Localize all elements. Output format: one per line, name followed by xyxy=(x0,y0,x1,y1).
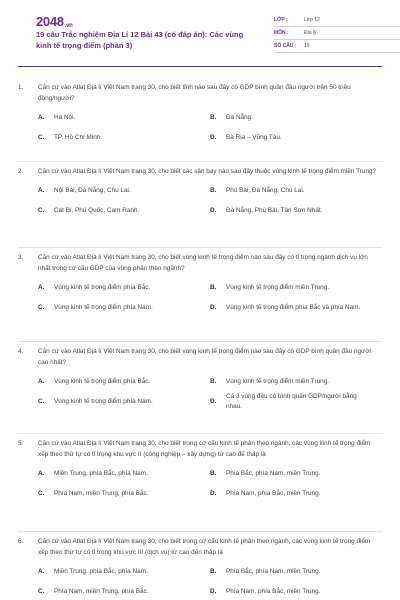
option-text: Vùng kinh tế trọng điểm phía Bắc và phía Nam. xyxy=(226,304,361,311)
option-text: Phía Bắc, phía Nam, miền Trung. xyxy=(226,470,321,477)
meta-value: Lớp 12 xyxy=(304,17,320,23)
question xyxy=(18,78,382,162)
question-stem xyxy=(18,342,382,368)
question-number: 3. xyxy=(18,254,24,261)
option-letter: A. xyxy=(38,187,45,194)
option-a[interactable] xyxy=(38,372,210,392)
option-d[interactable] xyxy=(210,298,382,318)
option-d[interactable] xyxy=(210,582,382,600)
option-d[interactable] xyxy=(210,128,382,148)
question-number: 6. xyxy=(18,538,24,545)
option-text: Phía Nam, phía Bắc, miền Trung. xyxy=(226,490,321,497)
option-grid xyxy=(18,460,382,506)
option-text: Nội Bài, Đà Nẵng, Chu Lai. xyxy=(54,187,131,194)
question-number: 2. xyxy=(18,168,24,175)
meta-info xyxy=(274,14,400,53)
option-letter: D. xyxy=(210,398,217,405)
option-letter: B. xyxy=(210,187,217,194)
option-letter: B. xyxy=(210,568,217,575)
option-text: Phú Bài, Đà Nẵng, Chu Lai. xyxy=(226,187,305,194)
option-c[interactable] xyxy=(38,128,210,148)
option-grid xyxy=(18,558,382,600)
site-logo[interactable] xyxy=(36,14,73,29)
question-text: Căn cứ vào Atlat Địa lí Việt Nam trang 30, cho biết vùng kinh tế trọng điểm nào sau đây có GDP bình quân đầu người cao nhất? xyxy=(38,348,371,366)
option-text: Phía Bắc, phía Nam, miền Trung. xyxy=(226,568,321,575)
meta-row-subject xyxy=(274,27,400,40)
option-grid xyxy=(18,274,382,320)
question xyxy=(18,162,382,248)
option-text: Hà Nội. xyxy=(54,114,76,121)
option-b[interactable] xyxy=(210,181,382,201)
option-text: Miền Trung, phía Bắc, phía Nam. xyxy=(54,568,148,575)
question-number: 5. xyxy=(18,440,24,447)
question-number: 1. xyxy=(18,84,24,91)
logo-tld: .vn xyxy=(64,23,73,29)
option-text: Vùng kinh tế trọng điểm phía Bắc. xyxy=(54,378,151,385)
option-letter: A. xyxy=(38,114,45,121)
option-letter: B. xyxy=(210,284,217,291)
question xyxy=(18,248,382,342)
document-title: 19 câu Trắc nghiệm Địa Lí 12 Bài 43 (có đáp án): Các vùng kinh tế trọng điểm (phần 3) xyxy=(36,30,244,50)
option-letter: A. xyxy=(38,378,45,385)
logo-text: 2048 xyxy=(36,14,64,29)
option-a[interactable] xyxy=(38,562,210,582)
option-text: Bà Rịa – Vũng Tàu. xyxy=(226,134,282,141)
option-text: Vùng kinh tế trọng điểm phía Nam. xyxy=(54,304,153,311)
meta-row-class xyxy=(274,14,400,27)
option-text: Miền Trung, phía Bắc, phía Nam. xyxy=(54,470,148,477)
option-a[interactable] xyxy=(38,108,210,128)
meta-row-count xyxy=(274,40,400,53)
option-letter: B. xyxy=(210,114,217,121)
option-text: Vùng kinh tế trọng điểm miền Trung. xyxy=(226,284,330,291)
option-letter: C. xyxy=(38,490,45,497)
question-stem xyxy=(18,78,382,104)
meta-label: LỚP : xyxy=(274,17,288,23)
option-letter: C. xyxy=(38,398,45,405)
option-letter: C. xyxy=(38,207,45,214)
option-b[interactable] xyxy=(210,464,382,484)
option-text: Phía Nam, miền Trung, phía Bắc. xyxy=(54,588,149,595)
option-a[interactable] xyxy=(38,278,210,298)
meta-value: Địa lý xyxy=(304,30,317,36)
question-list xyxy=(18,78,382,600)
option-b[interactable] xyxy=(210,108,382,128)
option-c[interactable] xyxy=(38,392,210,412)
option-text: TP. Hồ Chí Minh. xyxy=(54,134,103,141)
question-text: Căn cứ vào Atlat Địa lí Việt Nam trang 30, cho biết trong cơ cấu kinh tế phân theo ngành, các vùng kinh tế trọng điểm xếp theo thứ tự có tỉ trọng khu vực III (dịch vụ) từ cao đến thấp là xyxy=(38,538,371,556)
header-divider xyxy=(18,66,382,67)
option-text: Cả 3 vùng đều có bình quân GDP/người bằng nhau. xyxy=(226,393,357,410)
question-text: Căn cứ vào Atlat Địa lí Việt Nam trang 30, cho biết tỉnh nào sau đây có GDP bình quân đầu người trên 50 triệu đồng/người? xyxy=(38,84,351,102)
question xyxy=(18,342,382,434)
option-text: Đà Nẵng, Phù Bài, Tân Sơn Nhất. xyxy=(226,207,323,214)
option-d[interactable] xyxy=(210,201,382,221)
option-a[interactable] xyxy=(38,181,210,201)
option-text: Vùng kinh tế trọng điểm miền Trung. xyxy=(226,378,330,385)
option-letter: D. xyxy=(210,134,217,141)
option-c[interactable] xyxy=(38,201,210,221)
question xyxy=(18,434,382,532)
option-grid xyxy=(18,104,382,150)
option-letter: A. xyxy=(38,284,45,291)
option-text: Đà Nẵng. xyxy=(226,114,253,121)
option-text: Vùng kinh tế trọng điểm phía Nam. xyxy=(54,398,153,405)
option-grid xyxy=(18,368,382,414)
question-stem xyxy=(18,532,382,558)
option-b[interactable] xyxy=(210,278,382,298)
option-letter: D. xyxy=(210,490,217,497)
option-text: Phía Nam, phía Bắc, miền Trung. xyxy=(226,588,321,595)
question xyxy=(18,532,382,600)
question-stem xyxy=(18,434,382,460)
option-a[interactable] xyxy=(38,464,210,484)
question-stem xyxy=(18,162,382,177)
meta-value: 19 xyxy=(304,43,310,49)
option-letter: C. xyxy=(38,134,45,141)
option-d[interactable] xyxy=(210,484,382,504)
meta-label: MÔN : xyxy=(274,30,289,36)
option-d[interactable] xyxy=(210,392,382,412)
question-text: Căn cứ vào Atlat Địa lí Việt Nam trang 30, cho biết vùng kinh tế trọng điểm nào sau đây có tỉ trọng ngành dịch vụ lớn nhất trong cơ cấu GDP của vùng phân theo ngành? xyxy=(38,254,368,272)
option-letter: D. xyxy=(210,207,217,214)
option-letter: C. xyxy=(38,588,45,595)
option-b[interactable] xyxy=(210,372,382,392)
question-stem xyxy=(18,248,382,274)
option-letter: B. xyxy=(210,470,217,477)
question-text: Căn cứ vào Atlat Địa lí Việt Nam trang 30, cho biết trong cơ cấu kinh tế phân theo ngành, các vùng kinh tế trọng điểm xếp theo thứ tự có tỉ trọng khu vực II (công nghiệp – xây dựng) từ cao đế thấp là xyxy=(38,440,371,458)
option-c[interactable] xyxy=(38,484,210,504)
question-text: Căn cứ vào Atlat Địa lí Việt Nam trang 30, cho biết các sân bay nào sau đây thuộc vùng kinh tế trọng điểm miền Trung? xyxy=(38,168,377,175)
question-number: 4. xyxy=(18,348,24,355)
option-text: Vùng kinh tế trọng điểm phía Bắc. xyxy=(54,284,151,291)
option-letter: C. xyxy=(38,304,45,311)
option-grid xyxy=(18,177,382,223)
option-text: Cát Bi, Phú Quốc, Cam Ranh. xyxy=(54,207,140,214)
option-letter: B. xyxy=(210,378,217,385)
option-c[interactable] xyxy=(38,582,210,600)
option-letter: A. xyxy=(38,568,45,575)
option-c[interactable] xyxy=(38,298,210,318)
meta-label: SỐ CÂU : xyxy=(274,43,297,49)
option-b[interactable] xyxy=(210,562,382,582)
option-text: Phía Nam, miền Trung, phía Bắc. xyxy=(54,490,149,497)
option-letter: A. xyxy=(38,470,45,477)
option-letter: D. xyxy=(210,304,217,311)
option-letter: D. xyxy=(210,588,217,595)
page-header xyxy=(18,0,382,66)
